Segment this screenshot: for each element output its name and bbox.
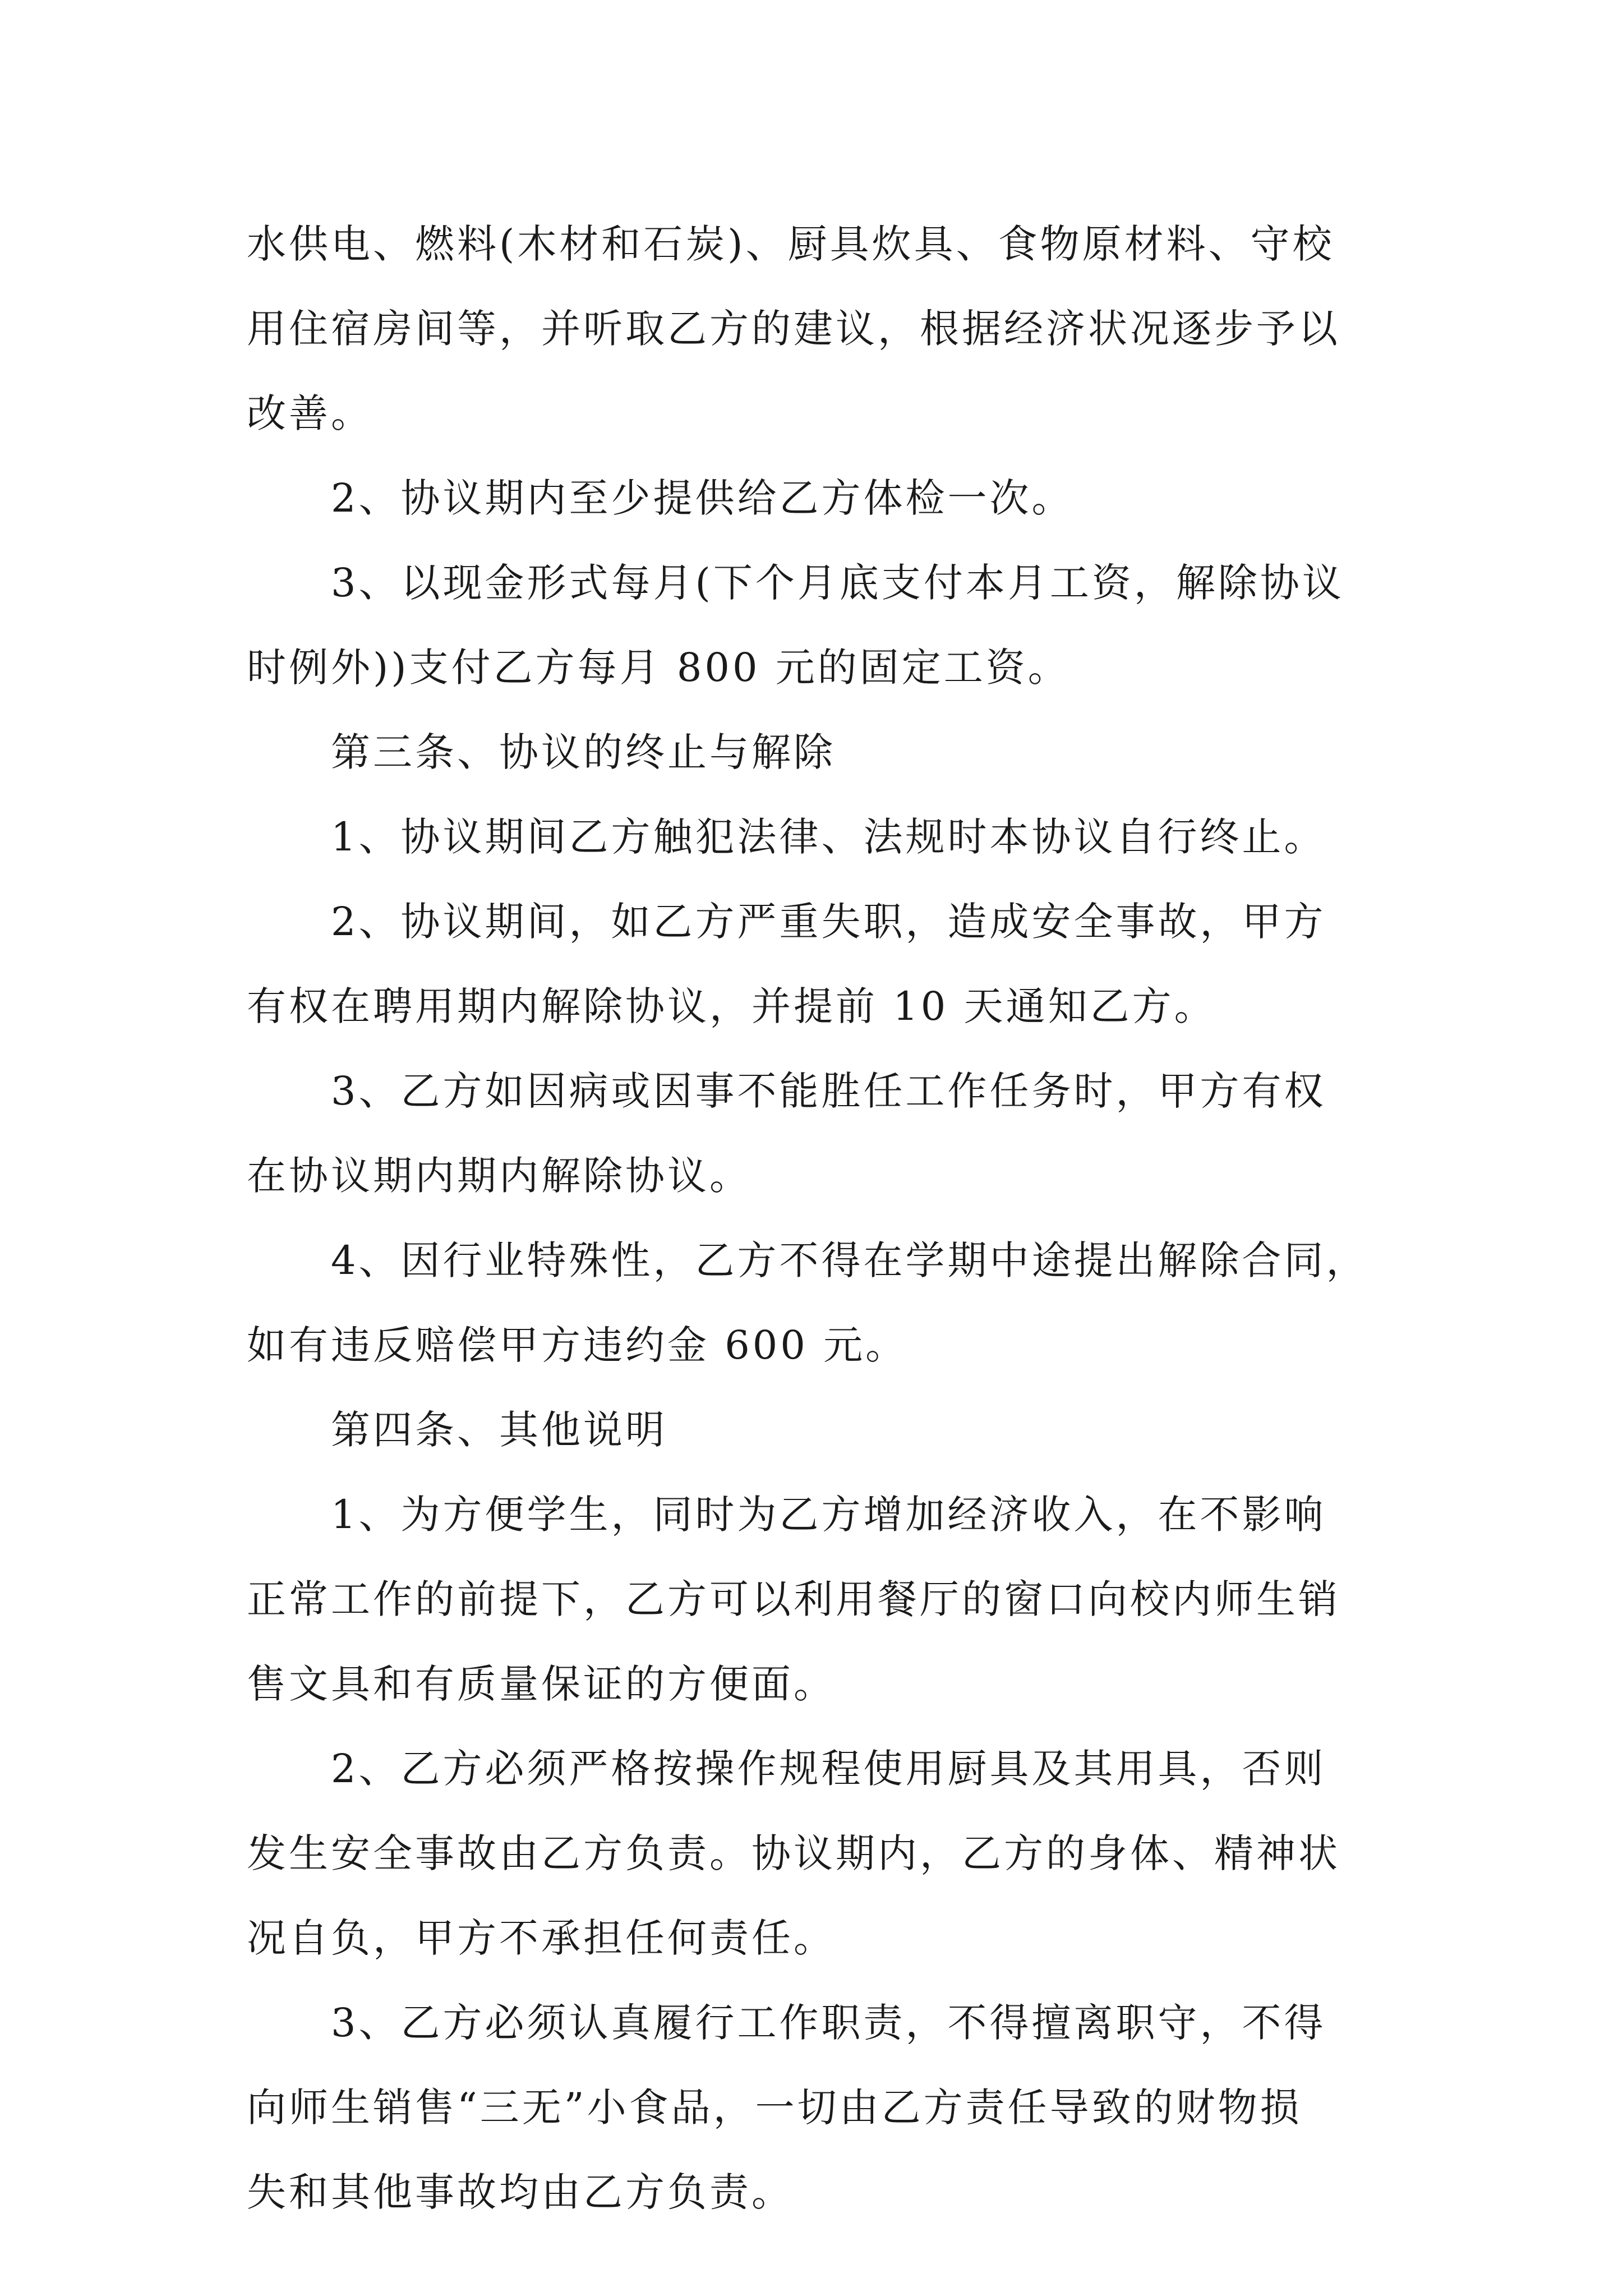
- paragraph-start-line: 4、因行业特殊性，乙方不得在学期中途提出解除合同，: [331, 1237, 1368, 1283]
- paragraph-start-line: 3、乙方如因病或因事不能胜任工作任务时，甲方有权: [331, 1068, 1326, 1114]
- text-line: 失和其他事故均由乙方负责。: [247, 2169, 794, 2215]
- text-line: 售文具和有质量保证的方便面。: [247, 1661, 836, 1707]
- document-body: [247, 202, 1391, 2235]
- paragraph-start-line: 3、乙方必须认真履行工作职责，不得擅离职守，不得: [331, 2000, 1326, 2046]
- section-heading: 第四条、其他说明: [331, 1407, 667, 1453]
- text-line: 水供电、燃料(木材和石炭)、厨具炊具、食物原材料、守校: [247, 221, 1335, 267]
- text-line: 发生安全事故由乙方负责。协议期内，乙方的身体、精神状: [247, 1830, 1340, 1876]
- paragraph-start-line: 1、为方便学生，同时为乙方增加经济收入，在不影响: [331, 1492, 1326, 1538]
- paragraph-start-line: 1、协议期间乙方触犯法律、法规时本协议自行终止。: [331, 814, 1326, 860]
- text-line: 有权在聘用期内解除协议，并提前 10 天通知乙方。: [247, 983, 1216, 1029]
- section-heading: 第三条、协议的终止与解除: [331, 729, 836, 775]
- text-line: 用住宿房间等，并听取乙方的建议，根据经济状况逐步予以: [247, 306, 1340, 352]
- paragraph-start-line: 2、协议期内至少提供给乙方体检一次。: [331, 475, 1074, 521]
- text-line: 况自负，甲方不承担任何责任。: [247, 1915, 836, 1961]
- text-line: 正常工作的前提下，乙方可以利用餐厅的窗口向校内师生销: [247, 1576, 1340, 1622]
- paragraph-start-line: 3、以现金形式每月(下个月底支付本月工资，解除协议: [331, 560, 1344, 606]
- text-line: 改善。: [247, 390, 373, 436]
- text-line: 在协议期内期内解除协议。: [247, 1153, 751, 1199]
- text-line: 时例外))支付乙方每月 800 元的固定工资。: [247, 645, 1070, 691]
- paragraph-start-line: 2、协议期间，如乙方严重失职，造成安全事故，甲方: [331, 899, 1326, 945]
- paragraph-start-line: 2、乙方必须严格按操作规程使用厨具及其用具，否则: [331, 1746, 1326, 1792]
- text-line: 如有违反赔偿甲方违约金 600 元。: [247, 1322, 908, 1368]
- text-line: 向师生销售“三无”小食品，一切由乙方责任导致的财物损: [247, 2085, 1302, 2131]
